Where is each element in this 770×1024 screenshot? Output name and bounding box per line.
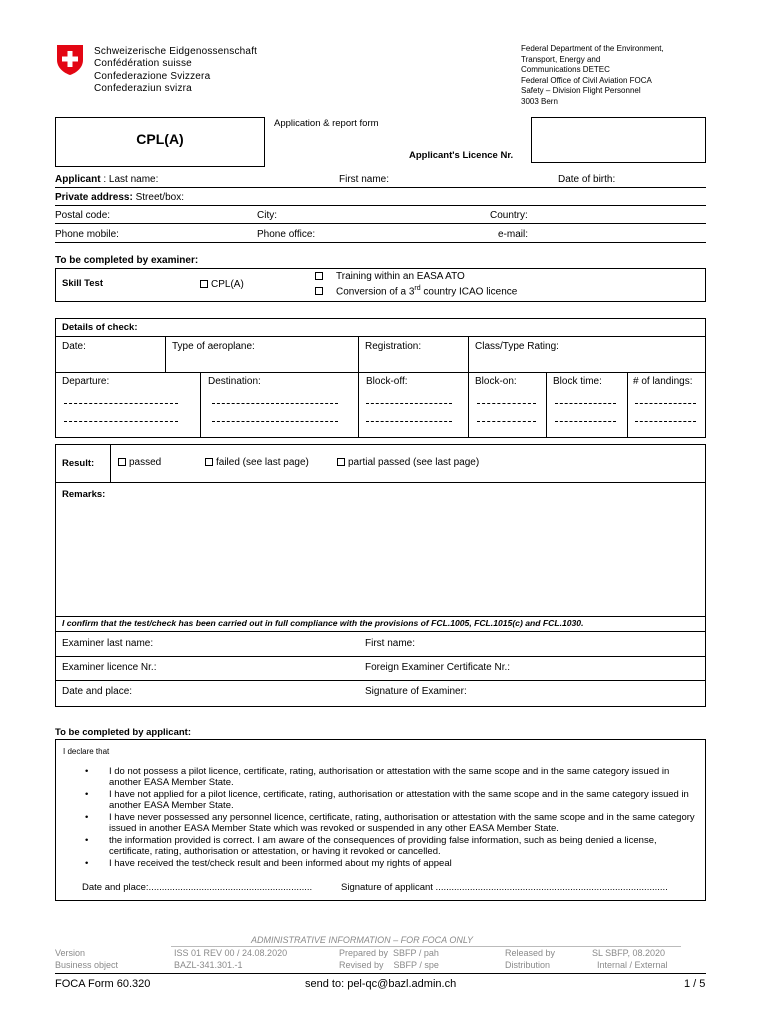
declaration-item: • I have not applied for a pilot licence, certificate, rating, authorisation or attestation with the same scope and in the same category issued in another EASA Member State.	[85, 789, 695, 811]
admin-distribution-label: Distribution	[505, 960, 551, 970]
check-details-heading: Details of check:	[62, 322, 138, 333]
cpl-option-label: CPL(A)	[211, 279, 244, 290]
training-option-label: Training within an EASA ATO	[336, 271, 465, 282]
fill-line[interactable]	[64, 403, 178, 404]
footer-page-number: 1 / 5	[684, 978, 706, 990]
check-date[interactable]: Date:	[62, 341, 86, 352]
partial-label: partial passed (see last page)	[348, 457, 480, 468]
street-label: Street/box:	[132, 192, 184, 203]
remarks-field[interactable]	[60, 503, 700, 613]
private-address-label: Private address:	[55, 192, 133, 203]
fill-line[interactable]	[366, 421, 452, 422]
divider	[55, 680, 706, 681]
country[interactable]: Country:	[490, 210, 528, 221]
foreign-examiner-certificate[interactable]: Foreign Examiner Certificate Nr.:	[365, 662, 511, 673]
applicant-label: Applicant	[55, 174, 101, 185]
column-divider	[468, 336, 469, 438]
examiner-last-name[interactable]: Examiner last name:	[62, 638, 154, 649]
fill-line[interactable]	[555, 421, 616, 422]
cpl-checkbox[interactable]	[200, 279, 244, 290]
conversion-sup: rd	[414, 285, 421, 292]
column-divider	[546, 372, 547, 438]
applicant-date-place[interactable]: Date and place:..............................................................	[82, 882, 313, 893]
divider	[55, 205, 706, 206]
last-name-label: : Last name:	[100, 174, 159, 185]
dept-line: Federal Office of Civil Aviation FOCA	[521, 75, 652, 85]
checkbox-icon	[200, 280, 208, 288]
check-block-on[interactable]: Block-on:	[475, 376, 517, 387]
conversion-label-suffix: country ICAO licence	[420, 286, 518, 298]
conversion-checkbox[interactable]	[315, 285, 517, 297]
email[interactable]: e-mail:	[498, 229, 529, 240]
examiner-signature[interactable]: Signature of Examiner:	[365, 686, 467, 697]
result-failed-checkbox[interactable]	[205, 457, 309, 468]
private-address[interactable]	[55, 192, 184, 203]
checkbox-icon	[205, 458, 213, 466]
footer-form-number: FOCA Form 60.320	[55, 978, 151, 990]
conversion-label: Conversion of a 3	[336, 286, 415, 298]
examiner-licence-number[interactable]: Examiner licence Nr.:	[62, 662, 157, 673]
footer-divider	[55, 973, 706, 974]
fill-line[interactable]	[635, 403, 696, 404]
divider	[55, 631, 706, 632]
admin-released-label: Released by	[505, 948, 556, 958]
fill-line[interactable]	[212, 403, 338, 404]
column-divider	[200, 372, 201, 438]
confed-line: Schweizerische Eidgenossenschaft	[94, 46, 258, 57]
declare-label: I declare that	[63, 747, 110, 756]
fill-line[interactable]	[477, 403, 536, 404]
fill-line[interactable]	[212, 421, 338, 422]
examiner-first-name[interactable]: First name:	[365, 638, 416, 649]
checkbox-icon	[118, 458, 126, 466]
applicant-first-name[interactable]: First name:	[339, 174, 390, 185]
check-block-time[interactable]: Block time:	[553, 376, 602, 387]
failed-label: failed (see last page)	[216, 457, 309, 468]
footer-send-to: send to: pel-qc@bazl.admin.ch	[305, 978, 457, 990]
column-divider	[627, 372, 628, 438]
fill-line[interactable]	[555, 403, 616, 404]
column-divider	[110, 444, 111, 482]
examiner-date-place[interactable]: Date and place:	[62, 686, 133, 697]
divider	[55, 372, 706, 373]
divider	[55, 187, 706, 188]
divider	[55, 336, 706, 337]
checkbox-icon	[315, 287, 323, 295]
check-block-off[interactable]: Block-off:	[366, 376, 408, 387]
passed-label: passed	[129, 457, 162, 468]
check-destination[interactable]: Destination:	[208, 376, 261, 387]
dept-line: 3003 Bern	[521, 96, 558, 106]
fill-line[interactable]	[635, 421, 696, 422]
checkbox-icon	[337, 458, 345, 466]
fill-line[interactable]	[64, 421, 178, 422]
checkbox-icon	[315, 272, 323, 280]
confed-line: Confédération suisse	[94, 58, 192, 70]
admin-version-value: ISS 01 REV 00 / 24.08.2020	[174, 948, 288, 958]
declaration-item: • I have received the test/check result and been informed about my rights of appeal	[85, 858, 695, 869]
dept-line: Communications DETEC	[521, 65, 610, 74]
postal-code[interactable]: Postal code:	[55, 210, 111, 221]
column-divider	[358, 336, 359, 438]
fill-line[interactable]	[366, 403, 452, 404]
admin-distribution-value: Internal / External	[597, 960, 668, 970]
licence-number-label: Applicant's Licence Nr.	[409, 150, 514, 161]
result-partial-checkbox[interactable]	[337, 457, 479, 468]
training-ato-checkbox[interactable]	[315, 271, 465, 282]
divider	[55, 242, 706, 243]
admin-revised: Revised by SBFP / spe	[339, 960, 439, 970]
confed-line: Confederazione Svizzera	[94, 70, 211, 82]
admin-version-label: Version	[55, 948, 86, 958]
check-aeroplane-type[interactable]: Type of aeroplane:	[172, 341, 255, 352]
dept-line: Federal Department of the Environment,	[521, 44, 664, 53]
applicant-signature[interactable]: Signature of applicant ........................................................................................	[341, 882, 668, 893]
applicant-last-name[interactable]	[55, 174, 158, 185]
check-class-rating[interactable]: Class/Type Rating:	[475, 341, 559, 352]
admin-business-value: BAZL-341.301.-1	[174, 960, 243, 970]
phone-office[interactable]: Phone office:	[257, 229, 316, 240]
admin-released-value: SL SBFP, 08.2020	[592, 948, 666, 958]
declaration-item: • I do not possess a pilot licence, certificate, rating, authorisation or attestation with the same scope and in the same category issued in another EASA Member State.	[85, 766, 695, 788]
remarks-label: Remarks:	[62, 489, 106, 500]
confirmation-statement: I confirm that the test/check has been carried out in full compliance with the provisions of FCL.1005, FCL.1015(c) and FCL.1030.	[62, 618, 584, 628]
divider	[55, 616, 706, 617]
result-label: Result:	[62, 458, 95, 469]
form-title: CPL(A)	[136, 131, 184, 147]
column-divider	[165, 336, 166, 372]
phone-mobile[interactable]: Phone mobile:	[55, 229, 119, 240]
declaration-list	[85, 766, 695, 870]
check-departure[interactable]: Departure:	[62, 376, 110, 387]
confederation-name	[94, 46, 257, 95]
examiner-section-heading: To be completed by examiner:	[55, 255, 199, 266]
form-label: Application & report form	[274, 118, 379, 129]
department-address	[521, 44, 664, 107]
declaration-item: • the information provided is correct. I am aware of the consequences of providing false information, such as being denied a license, certificate, rating, authorisation or attestation, or having it revoked or cancelled.	[85, 835, 695, 857]
divider	[55, 482, 706, 483]
licence-number-field[interactable]	[531, 117, 706, 163]
city[interactable]: City:	[257, 210, 277, 221]
declaration-item: • I have never possessed any personnel licence, certificate, rating, authorisation or attestation with the same scope and in the same category issued in another EASA Member State which was revoked or suspended in any other EASA Member State.	[85, 812, 695, 834]
divider	[171, 946, 681, 947]
dept-line: Safety – Division Flight Personnel	[521, 86, 641, 95]
check-registration[interactable]: Registration:	[365, 341, 422, 352]
divider	[55, 223, 706, 224]
skill-test-label: Skill Test	[62, 278, 104, 289]
applicant-date-of-birth[interactable]: Date of birth:	[558, 174, 616, 185]
admin-prepared: Prepared by SBFP / pah	[339, 948, 439, 958]
confed-line: Confederaziun svizra	[94, 82, 192, 94]
divider	[55, 656, 706, 657]
dept-line: Transport, Energy and	[521, 54, 601, 64]
check-landings[interactable]: # of landings:	[633, 376, 693, 387]
result-passed-checkbox[interactable]	[118, 457, 161, 468]
admin-business-label: Business object	[55, 960, 119, 970]
applicant-section-heading: To be completed by applicant:	[55, 727, 192, 738]
swiss-coat-of-arms-logo	[56, 44, 84, 76]
admin-heading: ADMINISTRATIVE INFORMATION – FOR FOCA ONLY	[251, 935, 474, 945]
fill-line[interactable]	[477, 421, 536, 422]
